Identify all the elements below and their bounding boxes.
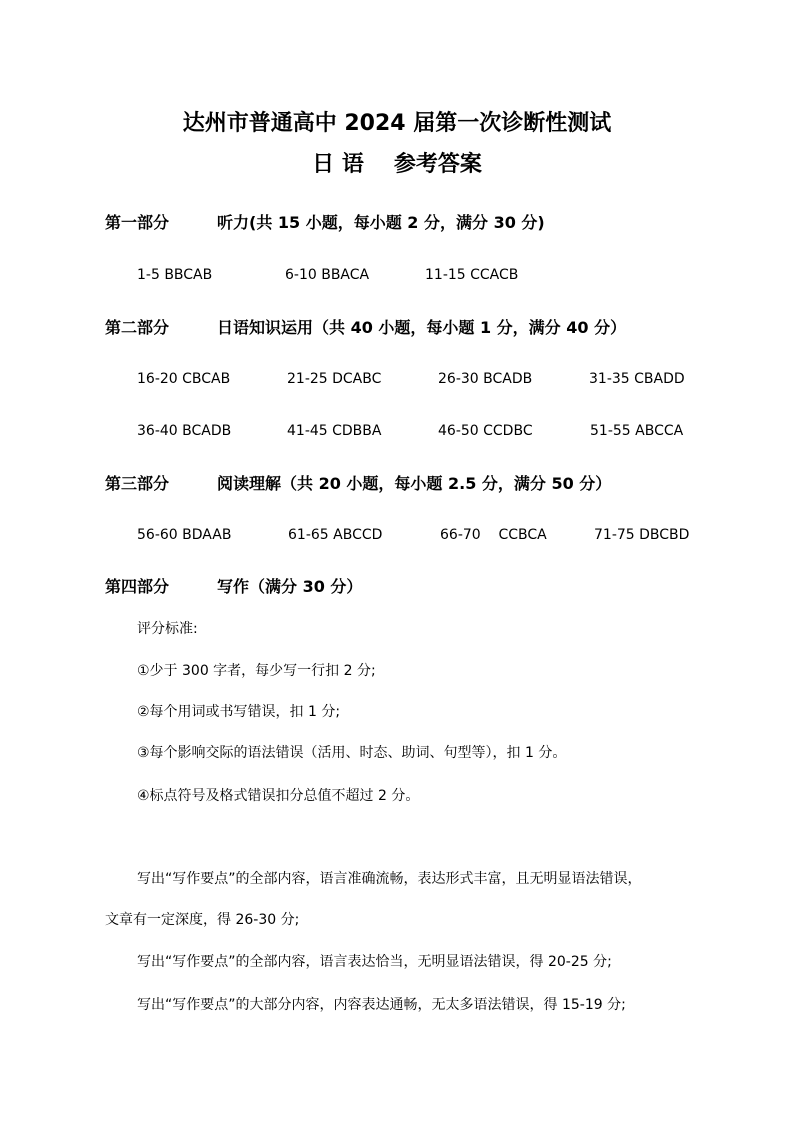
section-3-heading: [105, 474, 611, 494]
section-2-title: 日语知识运用（共 40 小题，每小题 1 分，满分 40 分）: [217, 318, 627, 337]
section-2-label: 第二部分: [105, 318, 170, 337]
grading-band-3: 写出“写作要点”的大部分内容，内容表达通畅，无太多语法错误，得 15-19 分;: [137, 997, 626, 1013]
answer-group: 41-45 CDBBA: [287, 423, 382, 439]
answer-group: 11-15 CCACB: [425, 267, 519, 283]
grading-band-1-continued: 文章有一定深度，得 26-30 分;: [105, 912, 300, 928]
grading-band-2: 写出“写作要点”的全部内容，语言表达恰当，无明显语法错误，得 20-25 分;: [137, 954, 612, 970]
section-4-heading: [105, 577, 362, 597]
criteria-item: ④标点符号及格式错误扣分总值不超过 2 分。: [137, 788, 420, 804]
subject-label: 日 语: [312, 152, 364, 177]
answer-group: 61-65 ABCCD: [288, 527, 383, 543]
answer-group: 66-70 CCBCA: [440, 527, 547, 543]
answer-row: [0, 421, 794, 441]
criteria-item: ③每个影响交际的语法错误（活用、时态、助词、句型等），扣 1 分。: [137, 745, 567, 761]
section-1-title: 听力(共 15 小题，每小题 2 分，满分 30 分): [217, 213, 545, 232]
answer-row: [0, 265, 794, 285]
answer-group: 56-60 BDAAB: [137, 527, 232, 543]
section-4-label: 第四部分: [105, 577, 170, 596]
answer-group: 46-50 CCDBC: [438, 423, 533, 439]
section-3-title: 阅读理解（共 20 小题，每小题 2.5 分，满分 50 分）: [217, 474, 612, 493]
criteria-label: 评分标准:: [137, 621, 198, 637]
answer-group: 51-55 ABCCA: [590, 423, 684, 439]
answer-key-label: 参考答案: [393, 152, 482, 177]
answer-group: 21-25 DCABC: [287, 371, 382, 387]
section-3-label: 第三部分: [105, 474, 170, 493]
answer-group: 31-35 CBADD: [589, 371, 685, 387]
answer-group: 16-20 CBCAB: [137, 371, 231, 387]
answer-row: [0, 525, 794, 545]
answer-group: 36-40 BCADB: [137, 423, 232, 439]
answer-group: 71-75 DBCBD: [594, 527, 690, 543]
answer-group: 1-5 BBCAB: [137, 267, 213, 283]
answer-group: 6-10 BBACA: [285, 267, 370, 283]
answer-group: 26-30 BCADB: [438, 371, 533, 387]
section-4-title: 写作（满分 30 分）: [217, 577, 363, 596]
criteria-item: ①少于 300 字者，每少写一行扣 2 分;: [137, 663, 376, 679]
answer-row: [0, 369, 794, 389]
section-2-heading: [105, 318, 626, 338]
section-1-label: 第一部分: [105, 213, 170, 232]
section-1-heading: [105, 213, 545, 233]
document-title: 达州市普通高中 2024 届第一次诊断性测试: [182, 111, 612, 136]
criteria-item: ②每个用词或书写错误，扣 1 分;: [137, 704, 341, 720]
document-subtitle: [0, 152, 794, 178]
grading-band-1: 写出“写作要点”的全部内容，语言准确流畅，表达形式丰富，且无明显语法错误，: [137, 871, 642, 887]
